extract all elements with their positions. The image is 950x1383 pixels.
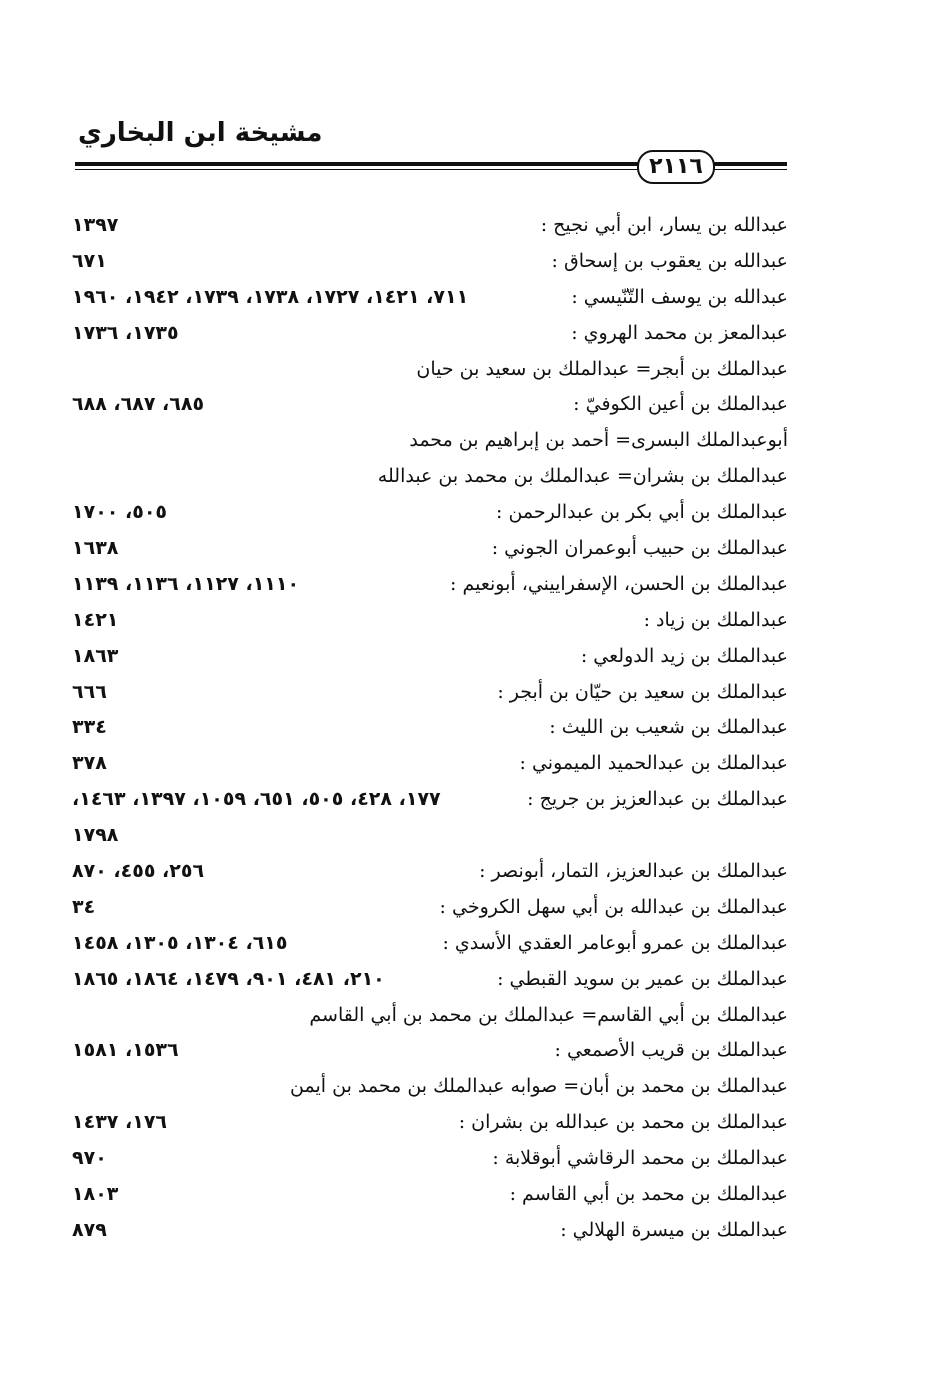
entry-name: عبدالملك بن أبجر= عبدالملك بن سعيد بن حيان (416, 357, 788, 380)
entry-refs: ٥٠٥، ١٧٠٠ (72, 501, 168, 524)
index-entry (0, 246, 950, 282)
page-number-badge (637, 150, 715, 184)
entry-refs: ٨٧٩ (72, 1218, 107, 1241)
entry-refs: ١٧٧، ٤٢٨، ٥٠٥، ٦٥١، ١٠٥٩، ١٣٩٧، ١٤٦٣، (72, 788, 441, 811)
entry-name: عبدالملك بن زيد الدولعي : (580, 644, 788, 667)
entry-refs: ١٥٣٦، ١٥٨١ (72, 1039, 179, 1062)
index-entry (0, 354, 950, 390)
page-number: ٢١١٦ (649, 154, 703, 179)
entry-name: عبدالملك بن حبيب أبوعمران الجوني : (491, 537, 788, 560)
entry-name: عبدالملك بن عبدالعزيز بن جريج : (527, 788, 788, 811)
index-entry (0, 1035, 950, 1071)
index-entry (0, 928, 950, 964)
index-entry (0, 641, 950, 677)
entry-name: عبدالملك بن محمد بن أبي القاسم : (509, 1183, 788, 1206)
index-entry (0, 784, 950, 820)
book-title: مشيخة ابن البخاري (78, 118, 323, 148)
index-entry (0, 282, 950, 318)
index-entry (0, 856, 950, 892)
entry-refs: ١١١٠، ١١٢٧، ١١٣٦، ١١٣٩ (72, 572, 300, 595)
entry-name: عبدالملك بن عمير بن سويد القبطي : (497, 967, 788, 990)
entry-refs: ٦٨٥، ٦٨٧، ٦٨٨ (72, 393, 205, 416)
index-entry (0, 1143, 950, 1179)
index-entry (0, 533, 950, 569)
entry-name: عبدالملك بن محمد بن أبان= صوابه عبدالملك بن محمد بن أيمن (290, 1075, 788, 1098)
entry-refs: ١٨٠٣ (72, 1183, 119, 1206)
index-entry (0, 1107, 950, 1143)
index-entry (0, 964, 950, 1000)
entry-name: عبدالملك بن عبدالله بن أبي سهل الكروخي : (439, 895, 788, 918)
index-entry (0, 318, 950, 354)
entry-name: عبدالله بن يعقوب بن إسحاق : (551, 249, 788, 272)
entry-refs: ٣٧٨ (72, 752, 107, 775)
entry-name: عبدالملك بن أبي القاسم= عبدالملك بن محمد بن أبي القاسم (309, 1003, 788, 1026)
index-entry (0, 1000, 950, 1036)
index-entry (0, 605, 950, 641)
index-entry (0, 892, 950, 928)
index-entry (0, 712, 950, 748)
entry-name: عبدالملك بن محمد الرقاشي أبوقلابة : (492, 1147, 788, 1170)
entry-name: عبدالملك بن أعين الكوفيّ : (573, 393, 788, 416)
index-entry (0, 425, 950, 461)
entry-refs: ١٤٢١ (72, 608, 119, 631)
entry-refs: ١٧٩٨ (72, 824, 119, 847)
entry-name: عبدالملك بن ميسرة الهلالي : (560, 1218, 788, 1241)
entry-refs: ٢١٠، ٤٨١، ٩٠١، ١٤٧٩، ١٨٦٤، ١٨٦٥ (72, 967, 385, 990)
entry-refs: ١٧٦، ١٤٣٧ (72, 1111, 168, 1134)
entry-name: عبدالملك بن عبدالعزيز، التمار، أبونصر : (479, 860, 788, 883)
entry-refs: ٦٧١ (72, 249, 107, 272)
entry-refs: ١٣٩٧ (72, 214, 119, 236)
entry-name: عبدالملك بن محمد بن عبدالله بن بشران : (458, 1111, 788, 1134)
index-entry (0, 1071, 950, 1107)
index-entry (0, 677, 950, 713)
entry-refs: ٦١٥، ١٣٠٤، ١٣٠٥، ١٤٥٨ (72, 931, 288, 954)
entry-refs: ٩٧٠ (72, 1147, 107, 1170)
index-list (0, 210, 950, 1251)
entry-refs: ٦٦٦ (72, 680, 107, 703)
entry-name: عبدالملك بن الحسن، الإسفراييني، أبونعيم : (450, 572, 788, 595)
entry-name: أبوعبدالملك البسرى= أحمد بن إبراهيم بن محمد (409, 429, 788, 452)
index-entry (0, 748, 950, 784)
entry-refs: ١٨٦٣ (72, 644, 119, 667)
index-entry (0, 210, 950, 246)
entry-refs: ٧١١، ١٤٢١، ١٧٢٧، ١٧٣٨، ١٧٣٩، ١٩٤٢، ١٩٦٠ (72, 285, 469, 308)
page-header (0, 0, 950, 190)
entry-name: عبدالملك بن أبي بكر بن عبدالرحمن : (496, 501, 788, 524)
entry-name: عبدالملك بن عبدالحميد الميموني : (519, 752, 788, 775)
entry-refs: ٢٥٦، ٤٥٥، ٨٧٠ (72, 860, 205, 883)
index-entry (0, 389, 950, 425)
entry-refs: ٣٣٤ (72, 716, 107, 739)
index-entry (0, 1215, 950, 1251)
entry-refs: ١٧٣٥، ١٧٣٦ (72, 321, 179, 344)
entry-name: عبدالملك بن شعيب بن الليث : (549, 716, 788, 739)
entry-refs: ٣٤ (72, 895, 96, 918)
entry-name: عبدالله بن يسار، ابن أبي نجيح : (540, 214, 788, 236)
entry-name: عبدالملك بن قريب الأصمعي : (554, 1039, 788, 1062)
index-entry (0, 1179, 950, 1215)
entry-name: عبدالله بن يوسف التّنّيسي : (571, 285, 788, 308)
entry-name: عبدالمعز بن محمد الهروي : (571, 321, 788, 344)
entry-refs: ١٦٣٨ (72, 537, 119, 560)
index-entry (0, 569, 950, 605)
index-entry (0, 497, 950, 533)
entry-name: عبدالملك بن عمرو أبوعامر العقدي الأسدي : (442, 931, 788, 954)
entry-name: عبدالملك بن زياد : (643, 608, 788, 631)
entry-name: عبدالملك بن سعيد بن حيّان بن أبجر : (497, 680, 788, 703)
index-entry (0, 820, 950, 856)
entry-name: عبدالملك بن بشران= عبدالملك بن محمد بن عبدالله (377, 465, 788, 488)
index-entry (0, 461, 950, 497)
